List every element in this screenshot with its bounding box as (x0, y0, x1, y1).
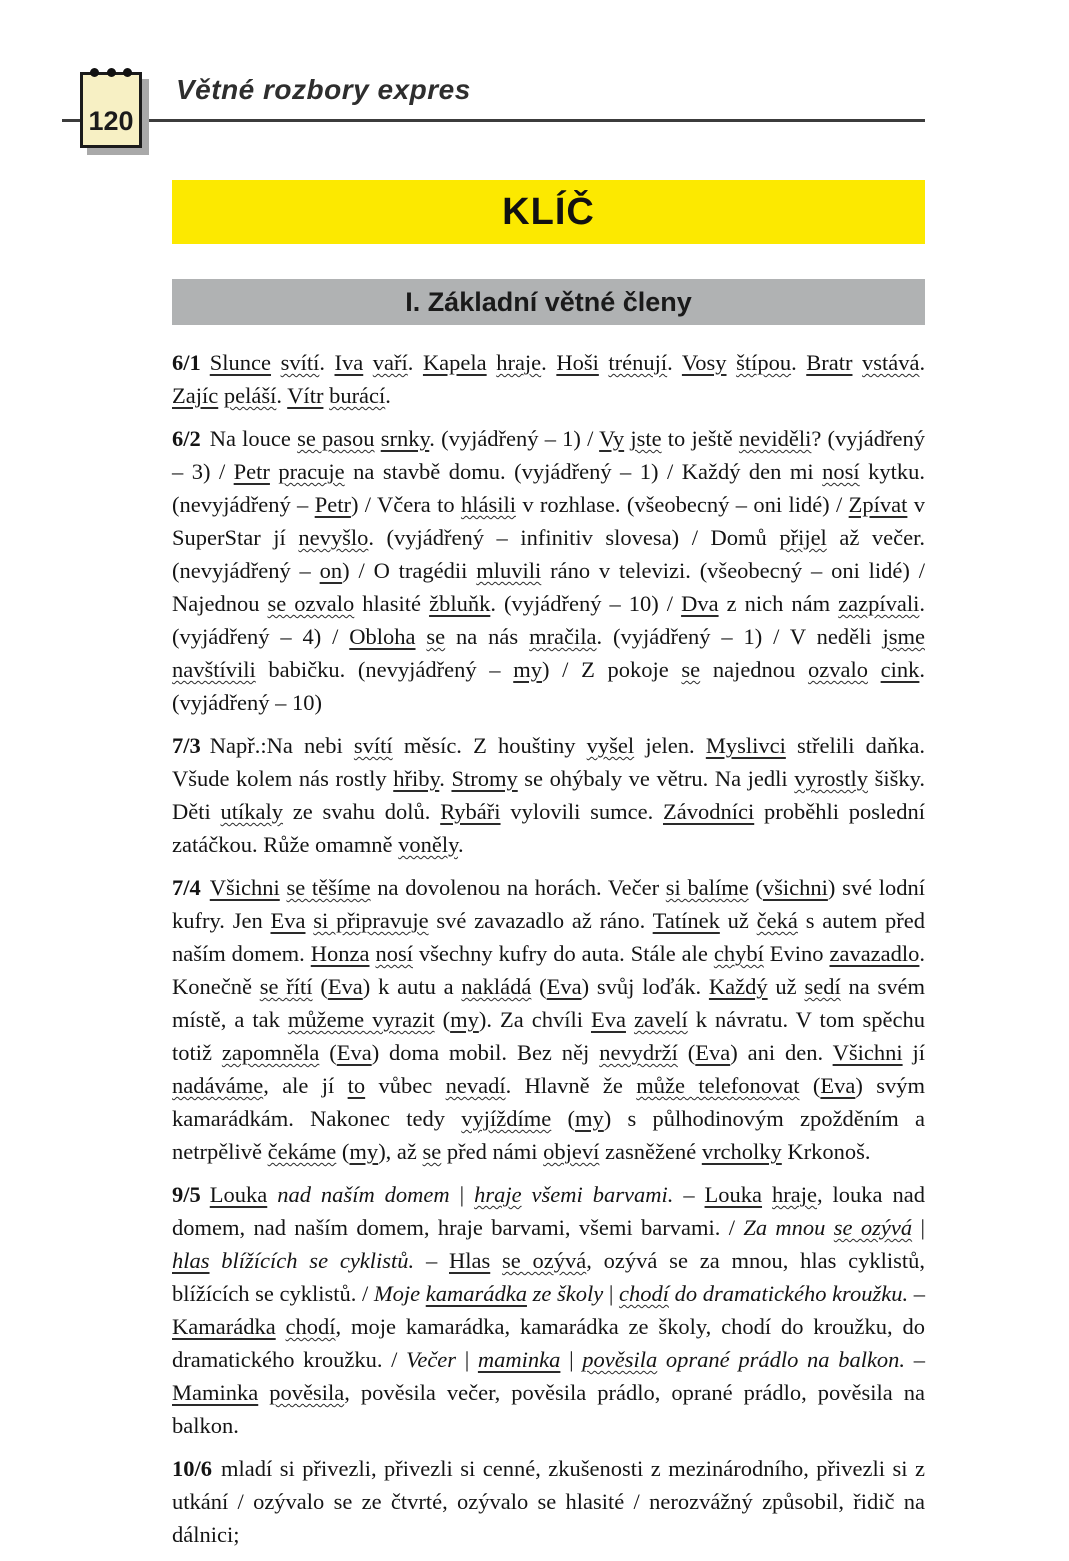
paragraph-label: 6/1 (172, 350, 201, 375)
paragraph-text: Louka nad naším domem | hraje všemi barvami. – Louka hraje, louka nad domem, nad naším domem, hraje barvami, všemi barvami. / Za mnou se ozývá | hlas blížících se cyklistů. – Hlas se ozývá, ozývá se za mnou, hlas cyklistů, blížících se cyklistů. / Moje kamarádka ze školy | chodí do dramatického kroužku. – Kamarádka chodí, moje kamarádka, kamarádka ze školy, chodí do kroužku, do dramatického kroužku. / Večer | maminka | pověsila oprané prádlo na balkon. – Maminka pověsila, pověsila večer, pověsila prádlo, oprané prádlo, pověsila na balkon. (172, 1182, 926, 1438)
paragraph-text: Na louce se pasou srnky. (vyjádřený – 1) / Vy jste to ještě neviděli? (vyjádřený – 3) / Petr pracuje na stavbě domu. (vyjádřený – 1) / Každý den mi nosí kytku. (nevyjádřený – Petr) / Včera to hlásili v rozhlase. (všeobecný – oni lidé) / Zpívat v SuperStar jí nevyšlo. (vyjádřený – infinitiv slovesa) / Domů přijel až večer. (nevyjádřený – on) / O tragédii mluvili ráno v televizi. (všeobecný – oni lidé) / Najednou se ozvalo hlasité žbluňk. (vyjádřený – 10) / Dva z nich nám zazpívali. (vyjádřený – 4) / Obloha se na nás mračila. (vyjádřený – 1) / V neděli jsme navštívili babičku. (nevyjádřený – my) / Z pokoje se najednou ozvalo cink. (vyjádřený – 10) (172, 426, 926, 715)
paragraph-label: 7/3 (172, 733, 201, 758)
section-banner (172, 279, 925, 325)
paragraph-label: 9/5 (172, 1182, 201, 1207)
header-rule (62, 119, 925, 122)
paragraph-text: Všichni se těšíme na dovolenou na horách. Večer si balíme (všichni) své lodní kufry. Jen Eva si připravuje své zavazadlo až ráno. Tatínek už čeká s autem před naším domem. Honza nosí všechny kufry do auta. Stále ale chybí Evino zavazadlo. Konečně se řítí (Eva) k autu a nakládá (Eva) svůj loďák. Každý už sedí na svém místě, a tak můžeme vyrazit (my). Za chvíli Eva zavelí k návratu. V tom spěchu totiž zapomněla (Eva) doma mobil. Bez něj nevydrží (Eva) ani den. Všichni jí nadáváme, ale jí to vůbec nevadí. Hlavně že může telefonovat (Eva) svým kamarádkám. Nakonec tedy vyjíždíme (my) s půlhodinovým zpožděním a netrpělivě čekáme (my), až se před námi objeví zasněžené vrcholky Krkonoš. (172, 875, 926, 1164)
page-number: 120 (88, 106, 134, 136)
paragraph-text: Např.:Na nebi svítí měsíc. Z houštiny vyšel jelen. Myslivci střelili daňka. Všude kolem nás rostly hřiby. Stromy se ohýbaly ve větru. Na jedli vyrostly šišky. Děti utíkaly ze svahu dolů. Rybáři vylovili sumce. Závodníci proběhli poslední zatáčkou. Růže omamně voněly. (172, 733, 925, 857)
answer-paragraph (172, 729, 925, 861)
paragraph-text: mladí si přivezli, přivezli si cenné, zkušenosti z mezinárodního, přivezli si z utkání / ozývalo se ze čtvrté, ozývalo se hlasité / nerozvážný způsobil, řidič na dálnici; (172, 1456, 925, 1547)
main-column (172, 180, 925, 1561)
answer-paragraph (172, 346, 925, 412)
paragraph-text: Slunce svítí. Iva vaří. Kapela hraje. Hoši trénují. Vosy štípou. Bratr vstává. Zajíc peláší. Vítr burácí. (172, 350, 926, 408)
paragraph-label: 10/6 (172, 1456, 213, 1481)
binder-dots-icon (90, 68, 132, 77)
answer-list (172, 346, 925, 1551)
paragraph-label: 7/4 (172, 875, 201, 900)
key-banner (172, 180, 925, 244)
answer-paragraph (172, 871, 925, 1168)
answer-paragraph (172, 1178, 925, 1442)
answer-paragraph (172, 1452, 925, 1551)
section-title: I. Základní větné členy (405, 286, 692, 317)
paragraph-label: 6/2 (172, 426, 201, 451)
book-title: Větné rozbory expres (176, 74, 471, 105)
page-number-badge (80, 72, 142, 148)
key-title: KLÍČ (502, 190, 595, 233)
answer-paragraph (172, 422, 925, 719)
